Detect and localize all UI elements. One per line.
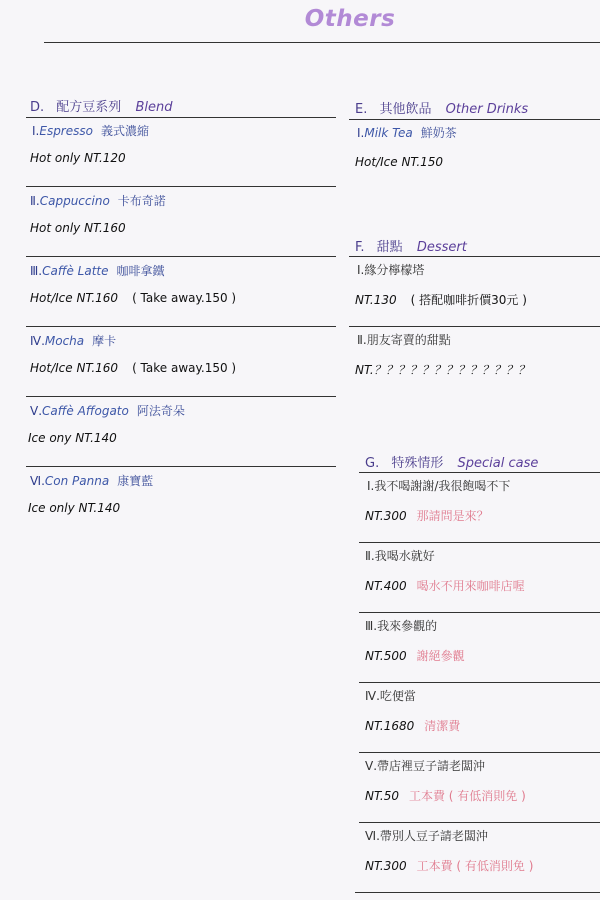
- item-remark: 清潔費: [424, 719, 461, 733]
- item-name-en: Mocha: [44, 334, 85, 348]
- item-divider: [359, 542, 600, 543]
- item-num: Ⅴ.: [365, 759, 378, 773]
- item-name-zh: 吃便當: [379, 689, 416, 703]
- section-f-divider: [349, 256, 600, 257]
- item-name-zh: 帶別人豆子請老闆沖: [379, 829, 488, 843]
- item-price-text: NT.1680: [365, 719, 415, 733]
- section-g-heading: [365, 452, 538, 471]
- item-name-zh: 義式濃縮: [100, 124, 149, 138]
- section-d-letter: D.: [30, 100, 45, 115]
- item-num: Ⅰ.: [357, 263, 365, 277]
- item-remark: 工本費 ( 有低消則免 ): [416, 859, 534, 873]
- item-divider: [26, 256, 336, 257]
- item-num: Ⅰ.: [32, 124, 40, 138]
- item-price-text: Hot/Ice NT.150: [355, 155, 444, 169]
- menu-item-milk-tea: [357, 124, 457, 141]
- item-price: [30, 151, 126, 165]
- menu-item-mocha: [30, 332, 116, 349]
- menu-item-consignment-dessert: [357, 331, 451, 348]
- item-price-text: NT.50: [365, 789, 399, 803]
- item-num: Ⅳ.: [30, 334, 45, 348]
- item-divider: [26, 396, 336, 397]
- section-f-heading: [355, 236, 467, 255]
- section-f-en: Dessert: [416, 240, 467, 255]
- item-num: Ⅳ.: [365, 689, 380, 703]
- special-case-item: [365, 827, 488, 844]
- item-price-text: Ice only NT.140: [28, 501, 121, 515]
- item-price: [28, 431, 117, 445]
- item-divider: [359, 752, 600, 753]
- item-name-zh: 我來參觀的: [377, 619, 438, 633]
- item-num: Ⅱ.: [357, 333, 367, 347]
- special-case-item: [365, 617, 437, 634]
- section-f-letter: F.: [355, 240, 365, 255]
- item-remark: 喝水不用來咖啡店喔: [416, 579, 525, 593]
- item-remark: 那請問是來？: [416, 509, 489, 523]
- item-divider: [26, 466, 336, 467]
- section-e-en: Other Drinks: [445, 102, 529, 117]
- item-name-en: Espresso: [39, 124, 93, 138]
- item-price-text: Ice ony NT.140: [28, 431, 117, 445]
- item-name-zh: 摩卡: [92, 334, 117, 348]
- item-price: [355, 361, 530, 378]
- item-price: [30, 361, 236, 375]
- item-divider: [359, 822, 600, 823]
- section-e-heading: [355, 98, 528, 117]
- item-price-text: NT.400: [365, 579, 407, 593]
- item-num: Ⅰ.: [357, 126, 365, 140]
- item-price-note: ( 搭配咖啡折價30元 ): [410, 293, 527, 307]
- item-price: [365, 717, 460, 734]
- item-num: Ⅲ.: [365, 619, 378, 633]
- item-price: [365, 787, 526, 804]
- special-case-item: [367, 477, 510, 494]
- section-g-letter: G.: [365, 456, 380, 471]
- item-name-en: Cappuccino: [39, 194, 110, 208]
- menu-item-con-panna: [30, 472, 153, 489]
- menu-item-cappuccino: [30, 192, 166, 209]
- section-g-divider: [359, 472, 600, 473]
- section-g-zh: 特殊情形: [391, 456, 444, 471]
- item-name-zh: 我喝水就好: [374, 549, 435, 563]
- special-case-item: [365, 757, 485, 774]
- title-divider: [44, 42, 600, 43]
- item-remark: 謝絕參觀: [416, 649, 465, 663]
- item-name-zh: 緣分檸檬塔: [364, 263, 425, 277]
- menu-item-caffe-latte: [30, 262, 165, 279]
- item-name-zh: 康寶藍: [117, 474, 154, 488]
- item-remark: 工本費 ( 有低消則免 ): [408, 789, 526, 803]
- special-case-item: [365, 687, 416, 704]
- item-num: Ⅰ.: [367, 479, 375, 493]
- section-g-en: Special case: [457, 456, 539, 471]
- item-name-en: Con Panna: [44, 474, 110, 488]
- item-price-text: Hot/Ice NT.160: [30, 291, 119, 305]
- item-num: Ⅱ.: [365, 549, 375, 563]
- item-name-zh: 鮮奶茶: [420, 126, 457, 140]
- menu-item-espresso: [32, 122, 149, 139]
- item-price: [30, 291, 236, 305]
- item-name-zh: 我不喝謝謝/我很飽喝不下: [374, 479, 511, 493]
- item-price: [355, 291, 527, 308]
- item-name-zh: 阿法奇朵: [136, 404, 185, 418]
- item-name-en: Caffè Latte: [42, 264, 109, 278]
- item-divider: [26, 186, 336, 187]
- menu-item-caffe-affogato: [30, 402, 185, 419]
- item-price-text: Hot only NT.160: [30, 221, 126, 235]
- section-e-letter: E.: [355, 102, 368, 117]
- special-case-item: [365, 547, 435, 564]
- item-name-zh: 帶店裡豆子請老闆沖: [377, 759, 486, 773]
- item-name-zh: 朋友寄賣的甜點: [366, 333, 451, 347]
- item-num: Ⅴ.: [30, 404, 43, 418]
- section-d-en: Blend: [135, 100, 173, 115]
- item-price: [365, 577, 525, 594]
- item-num: Ⅲ.: [30, 264, 43, 278]
- section-e-divider: [349, 119, 600, 120]
- section-f-zh: 甜點: [376, 240, 403, 255]
- item-name-en: Caffè Affogato: [42, 404, 129, 418]
- item-name-zh: 咖啡拿鐵: [116, 264, 165, 278]
- item-price-text: Hot/Ice NT.160: [30, 361, 119, 375]
- item-name-zh: 卡布奇諾: [117, 194, 166, 208]
- item-price-text: NT.300: [365, 859, 407, 873]
- section-d-zh: 配方豆系列: [56, 100, 122, 115]
- item-price-text: NT.130: [355, 293, 397, 307]
- item-price-note: ( Take away.150 ): [132, 361, 237, 375]
- item-price-text: NT.？？？？？？？？？？？？？: [355, 363, 530, 377]
- item-divider: [359, 612, 600, 613]
- item-num: Ⅵ.: [365, 829, 380, 843]
- item-price-text: NT.500: [365, 649, 407, 663]
- page-title: Others: [304, 6, 396, 32]
- item-divider: [355, 892, 600, 893]
- menu-item-lemon-tart: [357, 261, 424, 278]
- item-price-text: Hot only NT.120: [30, 151, 126, 165]
- item-price: [365, 647, 465, 664]
- item-price: [365, 857, 533, 874]
- section-d-heading: [30, 96, 172, 115]
- item-num: Ⅵ.: [30, 474, 45, 488]
- item-num: Ⅱ.: [30, 194, 40, 208]
- item-price: [355, 155, 443, 169]
- item-price-note: ( Take away.150 ): [132, 291, 237, 305]
- item-price: [28, 501, 120, 515]
- section-e-zh: 其他飲品: [379, 102, 432, 117]
- item-name-en: Milk Tea: [364, 126, 413, 140]
- item-price: [365, 507, 489, 524]
- section-d-divider: [26, 117, 336, 118]
- item-divider: [349, 326, 600, 327]
- item-price: [30, 221, 126, 235]
- item-price-text: NT.300: [365, 509, 407, 523]
- item-divider: [26, 326, 336, 327]
- item-divider: [359, 682, 600, 683]
